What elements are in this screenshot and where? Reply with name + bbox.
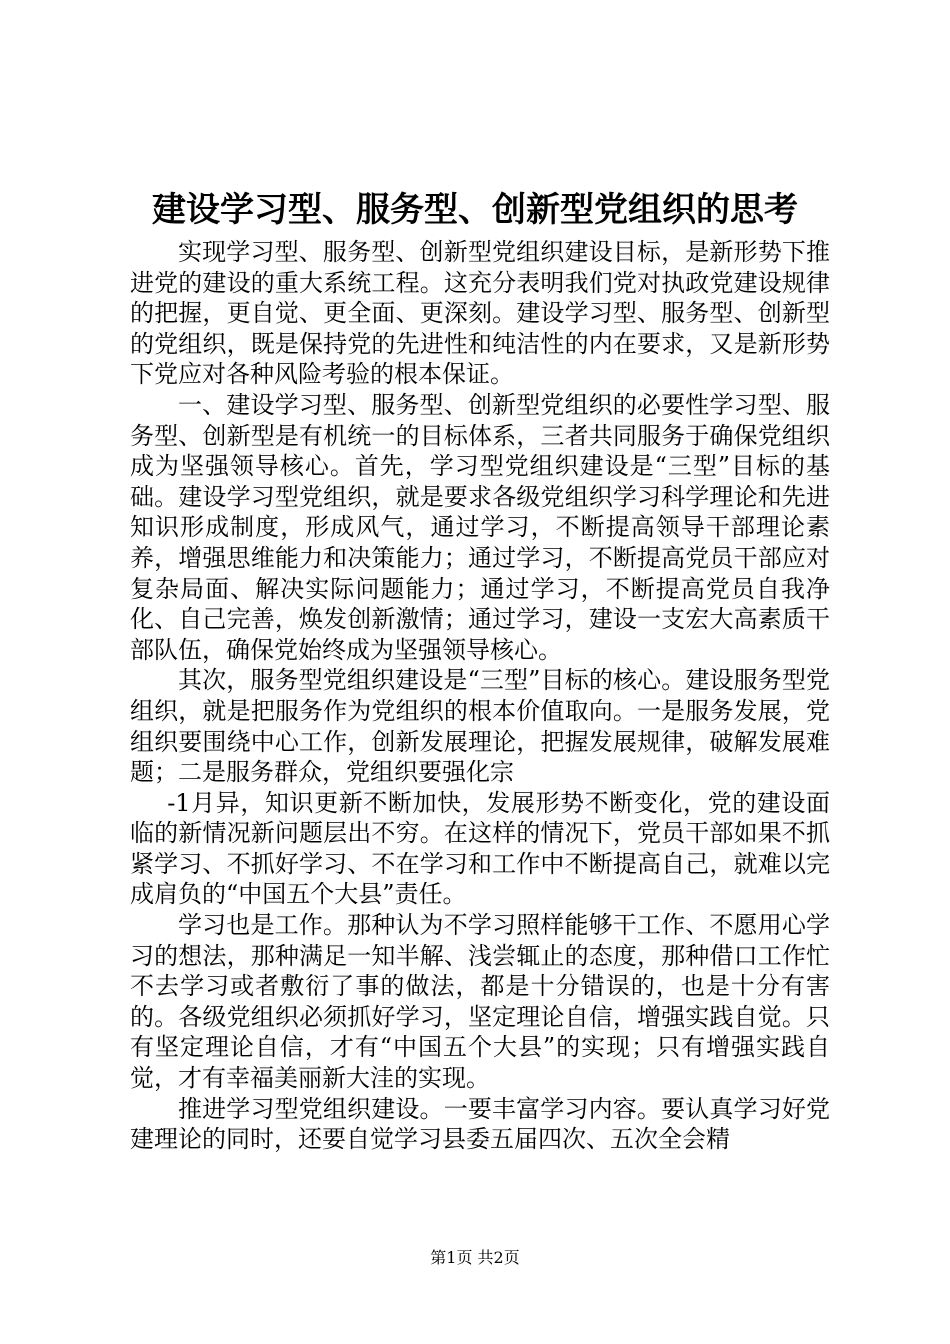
paragraph-4: -1月异，知识更新不断加快，发展形势不断变化，党的建设面临的新情况新问题层出不穷。在这样的情况下，党员干部如果不抓紧学习、不抓好学习、不在学习和工作中不断提高自己，就难以完成肩负的“中国五个大县”责任。 — [130, 788, 830, 909]
document-title: 建设学习型、服务型、创新型党组织的思考 — [152, 190, 798, 230]
paragraph-2: 一、建设学习型、服务型、创新型党组织的必要性学习型、服务型、创新型是有机统一的目标体系，三者共同服务于确保党组织成为坚强领导核心。首先，学习型党组织建设是“三型”目标的基础。建设学习型党组织，就是要求各级党组织学习科学理论和先进知识形成制度，形成风气，通过学习，不断提高领导干部理论素养，增强思维能力和决策能力；通过学习，不断提高党员干部应对复杂局面、解决实际问题能力；通过学习，不断提高党员自我净化、自己完善，焕发创新激情；通过学习，建设一支宏大高素质干部队伍，确保党始终成为坚强领导核心。 — [130, 390, 830, 664]
document-body — [130, 237, 830, 1155]
paragraph-3: 其次，服务型党组织建设是“三型”目标的核心。建设服务型党组织，就是把服务作为党组织的根本价值取向。一是服务发展，党组织要围绕中心工作，创新发展理论，把握发展规律，破解发展难题；二是服务群众，党组织要强化宗 — [130, 666, 830, 787]
page-number-footer: 第1页 共2页 — [430, 1248, 520, 1267]
paragraph-6: 推进学习型党组织建设。一要丰富学习内容。要认真学习好党建理论的同时，还要自觉学习县委五届四次、五次全会精 — [130, 1094, 830, 1154]
paragraph-5: 学习也是工作。那种认为不学习照样能够干工作、不愿用心学习的想法，那种满足一知半解、浅尝辄止的态度，那种借口工作忙不去学习或者敷衍了事的做法，都是十分错误的，也是十分有害的。各级党组织必须抓好学习，坚定理论自信，增强实践自觉。只有坚定理论自信，才有“中国五个大县”的实现；只有增强实践自觉，才有幸福美丽新大洼的实现。 — [130, 911, 830, 1093]
paragraph-1: 实现学习型、服务型、创新型党组织建设目标，是新形势下推进党的建设的重大系统工程。这充分表明我们党对执政党建设规律的把握，更自觉、更全面、更深刻。建设学习型、服务型、创新型的党组织，既是保持党的先进性和纯洁性的内在要求，又是新形势下党应对各种风险考验的根本保证。 — [130, 238, 830, 389]
